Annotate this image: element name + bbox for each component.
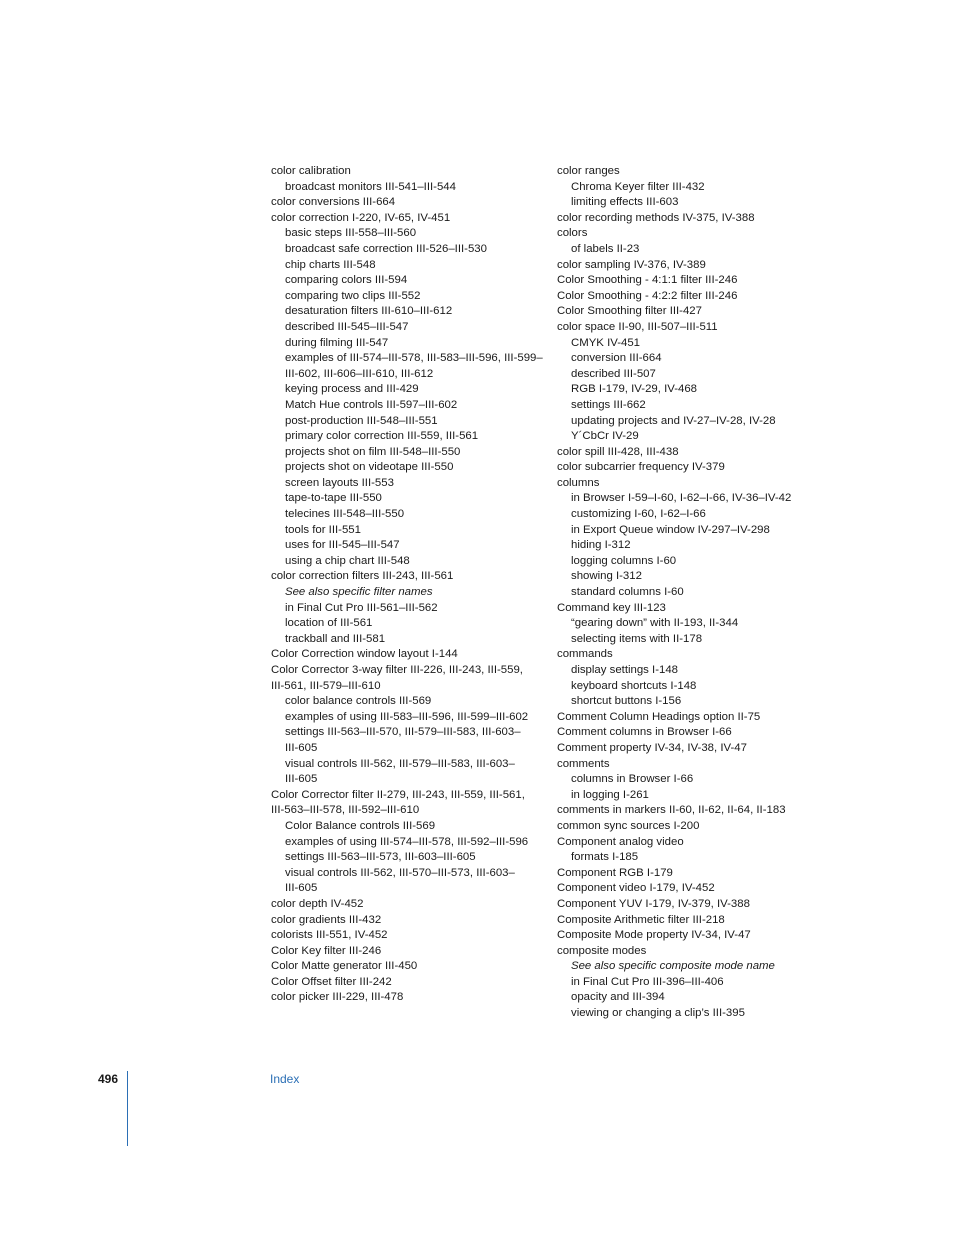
index-entry: color correction I-220, IV-65, IV-451 (271, 211, 451, 224)
index-subentry: Chroma Keyer filter III-432 (571, 180, 705, 193)
index-subentry: customizing I-60, I-62–I-66 (571, 508, 706, 521)
index-entry: Color Corrector filter II-279, III-243, III-559, III-561, (271, 788, 525, 801)
index-subentry: basic steps III-558–III-560 (285, 227, 417, 240)
index-entry: Comment columns in Browser I-66 (557, 726, 732, 739)
index-subentry: described III-507 (571, 367, 656, 380)
index-entry: Color Corrector 3-way filter III-226, III-243, III-559, (271, 664, 523, 676)
index-subentry: Y´CbCr IV-29 (571, 430, 639, 443)
index-subentry: III-605 (285, 741, 318, 754)
index-subentry: telecines III-548–III-550 (285, 508, 405, 521)
index-entry: color depth IV-452 (271, 897, 364, 910)
index-subentry: projects shot on film III-548–III-550 (285, 445, 461, 458)
index-subentry: screen layouts III-553 (285, 476, 394, 489)
index-subentry: primary color correction III-559, III-561 (285, 430, 479, 443)
index-subentry: projects shot on videotape III-550 (285, 461, 454, 474)
index-subentry: broadcast safe correction III-526–III-530 (285, 242, 487, 255)
index-subentry: display settings I-148 (571, 664, 679, 676)
page-number: 496 (98, 1072, 119, 1086)
index-subentry: III-602, III-606–III-610, III-612 (285, 367, 434, 380)
index-subentry: during filming III-547 (285, 336, 389, 349)
index-entry: color space II-90, III-507–III-511 (557, 320, 718, 333)
index-entry: Composite Mode property IV-34, IV-47 (557, 929, 751, 942)
index-entry: colorists III-551, IV-452 (271, 929, 388, 942)
index-subentry: described III-545–III-547 (285, 320, 409, 333)
index-entry: color gradients III-432 (271, 913, 382, 926)
index-subentry: showing I-312 (571, 570, 642, 583)
index-entry: comments (557, 757, 610, 770)
footer-rule (127, 1071, 128, 1146)
index-entry: color picker III-229, III-478 (271, 991, 404, 1004)
index-entry: Component YUV I-179, IV-379, IV-388 (557, 897, 750, 910)
index-subentry: logging columns I-60 (571, 554, 677, 567)
index-entry: color sampling IV-376, IV-389 (557, 258, 706, 271)
index-subentry: III-605 (285, 773, 318, 786)
index-subentry: See also specific composite mode name (571, 960, 775, 973)
index-subentry: uses for III-545–III-547 (285, 539, 400, 552)
index-entry: Color Offset filter III-242 (271, 975, 392, 988)
index-entry: color conversions III-664 (271, 196, 396, 209)
index-subentry: CMYK IV-451 (571, 336, 641, 349)
index-subentry: Color Balance controls III-569 (285, 819, 436, 832)
index-column-right (557, 164, 827, 1022)
index-subentry: of labels II-23 (571, 242, 640, 255)
index-subentry: in Browser I-59–I-60, I-62–I-66, IV-36–IV-42 (571, 492, 792, 505)
index-entry: Color Smoothing - 4:2:2 filter III-246 (557, 289, 738, 302)
index-entry: Comment property IV-34, IV-38, IV-47 (557, 741, 747, 754)
index-subentry: desaturation filters III-610–III-612 (285, 305, 453, 318)
index-subentry: comparing colors III-594 (285, 274, 408, 287)
index-subentry: in Export Queue window IV-297–IV-298 (571, 523, 770, 536)
index-subentry: updating projects and IV-27–IV-28, IV-28 (571, 414, 776, 427)
index-entry: Color Smoothing - 4:1:1 filter III-246 (557, 274, 738, 287)
index-subentry: settings III-563–III-570, III-579–III-583, III-603– (285, 726, 521, 739)
index-subentry: examples of using III-574–III-578, III-592–III-596 (285, 835, 529, 848)
index-entry: color ranges (557, 165, 620, 177)
index-subentry: post-production III-548–III-551 (285, 414, 438, 427)
index-subentry: “gearing down” with II-193, II-344 (571, 617, 739, 630)
index-entry: color recording methods IV-375, IV-388 (557, 211, 755, 224)
index-entry: Color Key filter III-246 (271, 944, 382, 957)
index-subentry: settings III-662 (571, 398, 646, 411)
index-entry: commands (557, 648, 613, 661)
index-entry: Color Smoothing filter III-427 (557, 305, 702, 318)
index-subentry: opacity and III-394 (571, 991, 665, 1004)
index-subentry: selecting items with II-178 (571, 632, 703, 645)
index-subentry: Match Hue controls III-597–III-602 (285, 398, 458, 411)
index-subentry: shortcut buttons I-156 (571, 695, 682, 708)
index-entry: Command key III-123 (557, 601, 666, 614)
index-subentry: chip charts III-548 (285, 258, 376, 271)
index-subentry: examples of using III-583–III-596, III-599–III-602 (285, 710, 529, 723)
index-subentry: examples of III-574–III-578, III-583–III-596, III-599– (285, 352, 543, 365)
index-entry: columns (557, 476, 600, 489)
index-subentry: visual controls III-562, III-570–III-573, III-603– (285, 866, 515, 879)
index-subentry: formats I-185 (571, 851, 639, 864)
index-subentry: keying process and III-429 (285, 383, 419, 396)
index-entry: Color Matte generator III-450 (271, 960, 418, 973)
index-entry: common sync sources I-200 (557, 819, 700, 832)
index-subentry: viewing or changing a clip’s III-395 (571, 1007, 745, 1020)
index-subentry: in Final Cut Pro III-396–III-406 (571, 975, 724, 988)
index-subentry: tape-to-tape III-550 (285, 492, 382, 505)
index-entry: Component video I-179, IV-452 (557, 882, 715, 895)
index-subentry: III-605 (285, 882, 318, 895)
index-subentry: in logging I-261 (571, 788, 649, 801)
index-subentry: using a chip chart III-548 (285, 554, 410, 567)
index-subentry: settings III-563–III-573, III-603–III-605 (285, 851, 476, 864)
index-entry: III-561, III-579–III-610 (271, 679, 381, 692)
index-subentry: color balance controls III-569 (285, 695, 432, 708)
index-entry: Composite Arithmetic filter III-218 (557, 913, 725, 926)
index-entry: color subcarrier frequency IV-379 (557, 461, 725, 474)
index-subentry: limiting effects III-603 (571, 196, 679, 209)
index-subentry: broadcast monitors III-541–III-544 (285, 180, 456, 193)
index-subentry: RGB I-179, IV-29, IV-468 (571, 383, 697, 396)
index-subentry: location of III-561 (285, 617, 373, 630)
index-subentry: tools for III-551 (285, 523, 361, 536)
section-label: Index (270, 1072, 300, 1086)
index-entry: Comment Column Headings option II-75 (557, 710, 761, 723)
index-subentry: visual controls III-562, III-579–III-583, III-603– (285, 757, 515, 770)
index-entry: color spill III-428, III-438 (557, 445, 679, 458)
index-entry: Component analog video (557, 835, 684, 848)
index-subentry: standard columns I-60 (571, 586, 684, 599)
index-entry: Component RGB I-179 (557, 866, 673, 879)
index-subentry: trackball and III-581 (285, 632, 386, 645)
index-subentry: See also specific filter names (285, 586, 433, 599)
index-entry: composite modes (557, 944, 647, 957)
index-entry: III-563–III-578, III-592–III-610 (271, 804, 420, 817)
index-entry: color calibration (271, 165, 351, 177)
index-entry: color correction filters III-243, III-561 (271, 570, 454, 583)
index-subentry: conversion III-664 (571, 352, 662, 365)
index-subentry: comparing two clips III-552 (285, 289, 421, 302)
index-subentry: hiding I-312 (571, 539, 631, 552)
index-subentry: columns in Browser I-66 (571, 773, 694, 786)
index-column-left (271, 164, 541, 1006)
index-subentry: in Final Cut Pro III-561–III-562 (285, 601, 438, 614)
index-entry: Color Correction window layout I-144 (271, 648, 458, 661)
index-entry: comments in markers II-60, II-62, II-64, II-183 (557, 804, 786, 817)
index-subentry: keyboard shortcuts I-148 (571, 679, 697, 692)
index-entry: colors (557, 227, 588, 240)
